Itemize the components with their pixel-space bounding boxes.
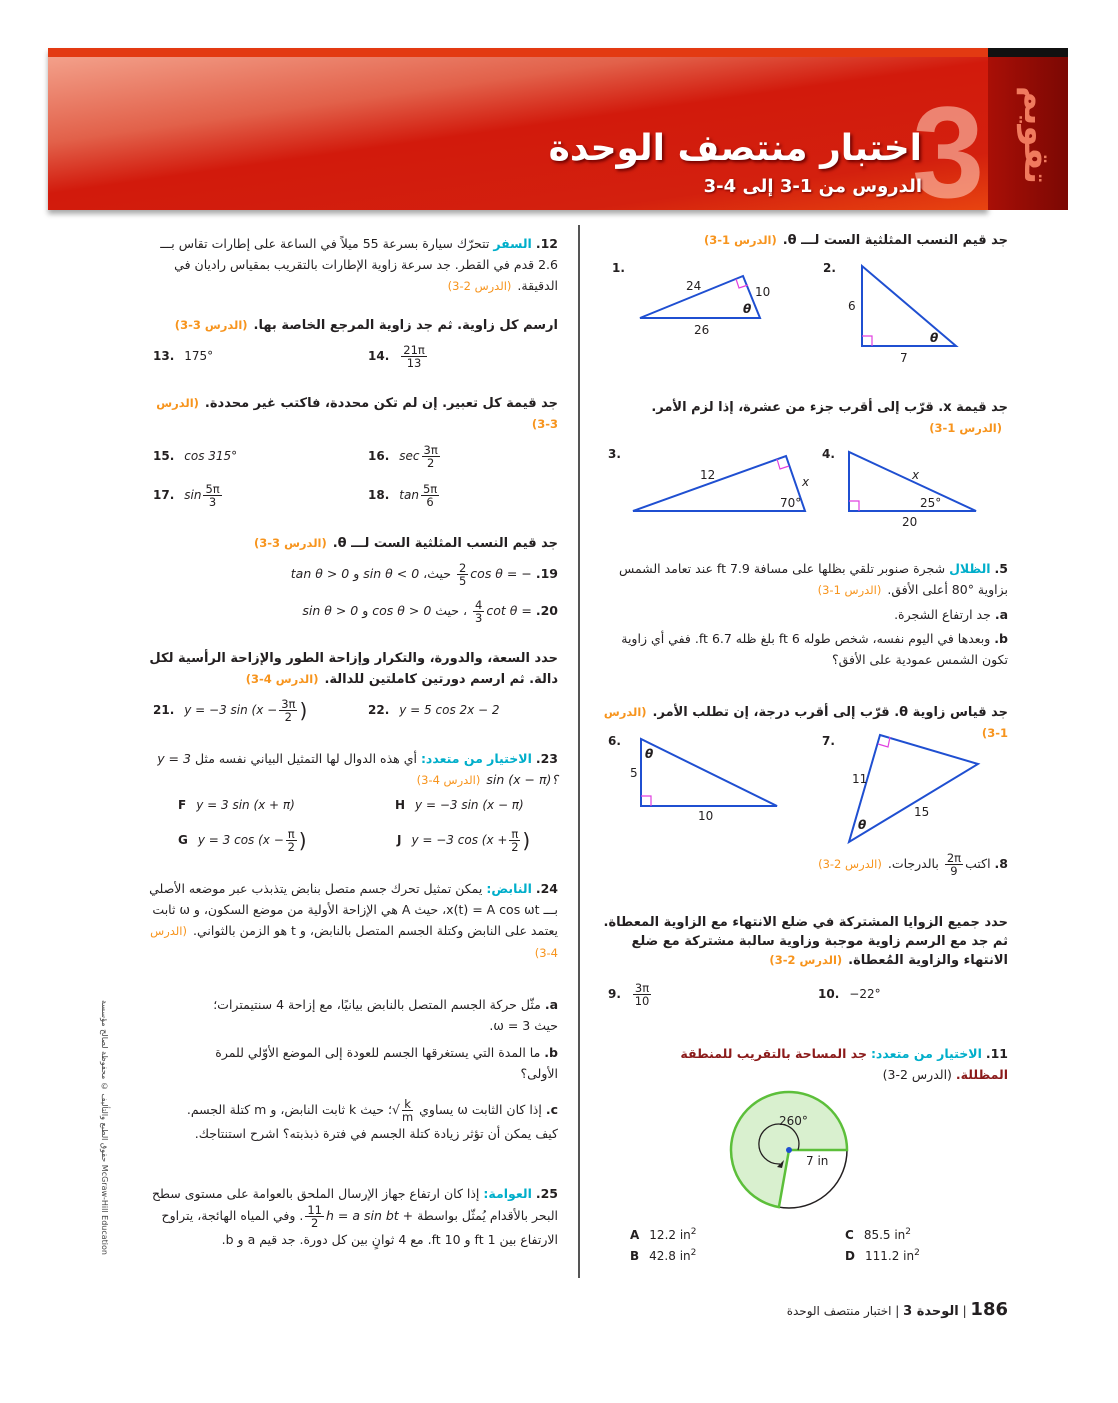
angle-label: θ — [645, 747, 654, 761]
side-label: 7 — [900, 351, 908, 365]
side-label: x — [912, 468, 920, 482]
question-24: 24. النابض: يمكن تمثيل تحرك جسم متصل بنابض يتذبذب عبر موضعه الأصلي بـــ x(t) = A cos ωt، حيث A هي الإزاحة الأولية من موضع السكون، و ω ثابت يعتمد على النابض وكتلة الجسم المتصل بالنابض، و t هو الزمن بالثواني.(الدرس 4-3) — [149, 881, 558, 960]
side-label: 20 — [902, 515, 918, 529]
angle-label: θ — [930, 331, 939, 345]
question-number: 1. — [612, 261, 625, 275]
question-20: 20. cot θ = $\frac{4}{3}$ ، حيث cos θ > 0 و sin θ > 0 — [302, 598, 558, 625]
section-heading: جد قيمة كل تعبير. إن لم تكن محددة، فاكتب غير محددة.(الدرس 3-3) — [156, 396, 558, 431]
radius-label: 7 in — [806, 1154, 829, 1168]
question-number: 4. — [822, 447, 835, 461]
triangle-6 — [608, 734, 777, 823]
question-12: 12. السفر تتحرّك سيارة بسرعة 55 ميلاً في الساعة على إطارات تقاس بـــ 2.6 قدم في القطر. جد سرعة زاوية الإطارات بالتقريب بمقياس راديان في الدقيقة.(الدرس 2-3) — [160, 236, 558, 293]
triangle-2 — [823, 261, 956, 365]
question-17: 17. sin $\frac{5\pi}{3}$ — [153, 482, 220, 509]
section-heading: جد قياس زاوية θ. قرّب إلى أقرب درجة، إن تطلب الأمر.(الدرس 1-3) — [603, 705, 1008, 740]
page-footer: 186 | الوحدة 3 | اختبار منتصف الوحدة — [786, 1299, 1008, 1320]
side-label: x — [802, 475, 810, 489]
side-label: 26 — [694, 323, 710, 337]
question-8: 8. اكتب $\frac{2\pi}{9}$ بالدرجات.(الدرس 2-3) — [818, 851, 1008, 878]
angle-label: θ — [858, 818, 867, 832]
side-label: 10 — [755, 285, 771, 299]
section-tab-label: تقويم — [1016, 86, 1056, 184]
choice-d[interactable]: D 111.2 $in^2$ — [845, 1248, 920, 1263]
question-22: 22. y = 5 cos 2x − 2 — [368, 703, 500, 717]
choice-h[interactable]: H y = −3 sin (x − π) — [395, 798, 524, 812]
page-subtitle: الدروس من 1-3 إلى 4-3 — [703, 176, 922, 197]
triangle-3 — [608, 447, 810, 511]
question-21: 21. y = −3 sin (x − $\frac{3\pi}{2}$ ) — [153, 697, 308, 724]
fraction: $\frac{2\pi}{9}$ — [946, 851, 962, 878]
side-label: 12 — [700, 468, 716, 482]
section-heading: حدد جميع الزوايا المشتركة في ضلع الانتهاء مع الزاوية المعطاة. ثم جد مع الرسم زاوية موجبة وزاوية سالبة مشتركة مع ضلع الانتهاء والزاوية المُعطاة.(الدرس 2-3) — [603, 915, 1008, 968]
side-label: 11 — [852, 772, 868, 786]
question-18: 18. tan $\frac{5\pi}{6}$ — [368, 482, 438, 509]
question-number: 3. — [608, 447, 621, 461]
sector-figure — [731, 1092, 847, 1208]
choice-g[interactable]: G y = 3 cos (x − $\frac{\pi}{2}$ ) — [178, 827, 307, 854]
side-label: 6 — [848, 299, 856, 313]
side-label: 15 — [914, 805, 930, 819]
angle-label: θ — [743, 302, 752, 316]
question-24a: a. مثّل حركة الجسم المتصل بالنابض بيانيًا، مع إزاحة 4 سنتيمترات؛ حيث ω = 3. — [213, 997, 558, 1033]
side-label: 10 — [698, 809, 714, 823]
triangle-4 — [822, 447, 976, 529]
question-10: 10. −22° — [818, 987, 881, 1001]
question-19: 19. cos θ = − $\frac{2}{5}$ حيث، sin θ < 0 و tan θ > 0 — [290, 561, 558, 588]
section-heading: ارسم كل زاوية. ثم جد زاوية المرجع الخاصة بها.(الدرس 3-3) — [174, 318, 558, 333]
unit-number: 3 — [912, 79, 985, 225]
question-24c: c. إذا كان الثابت ω يساوي √ $\frac{k}{m}$ ؛ حيث k ثابت النابض، و m كتلة الجسم. كيف يمكن أن تؤثر زيادة كتلة الجسم في فترة ذبذبته؟ اشرح استنتاجك. — [186, 1097, 558, 1141]
angle-label: 260° — [779, 1114, 808, 1128]
question-13: 13. 175° — [153, 349, 214, 363]
side-label: 24 — [686, 279, 702, 293]
question-16: 16. sec $\frac{3\pi}{2}$ — [368, 443, 438, 470]
copyright-notice: حقوق الطبع والتأليف © محفوظة لصالح مؤسسة McGraw-Hill Education — [100, 1000, 109, 1255]
choice-b[interactable]: B 42.8 $in^2$ — [630, 1248, 697, 1263]
question-24b: b. ما المدة التي يستغرقها الجسم للعودة إلى الموضع الأوّلي للمرة الأولى؟ — [215, 1045, 558, 1081]
triangle-1 — [612, 261, 770, 337]
triangle-7 — [822, 734, 978, 842]
section-heading: جد قيمة x. قرّب إلى أقرب جزء من عشرة، إذا لزم الأمر. (الدرس 1-3) — [651, 400, 1008, 435]
question-14: 14. $\frac{21\pi}{13}$ — [368, 343, 425, 370]
section-heading: حدد السعة، والدورة، والتكرار وإزاحة الطور والإزاحة الرأسية لكل دالة. ثم ارسم دورتين كاملتين للدالة.(الدرس 4-3) — [149, 651, 558, 687]
angle-label: 70° — [780, 496, 802, 510]
section-heading: جد قيم النسب المثلثية الست لـــ θ.(الدرس 3-3) — [253, 536, 558, 551]
question-number: 7. — [822, 734, 835, 748]
question-15: 15. cos 315° — [153, 449, 238, 463]
question-11: 11. الاختيار من متعدد: جد المساحة بالتقريب للمنطقة المظللة. (الدرس 2-3) — [680, 1046, 1008, 1082]
question-5: 5. الظلال شجرة صنوبر تلقي بظلها على مسافة 7.9 ft عند تعامد الشمس بزاوية °80 أعلى الأفق.(الدرس 1-3) a. جد ارتفاع الشجرة. b. وبعدها في اليوم نفسه، شخص طوله 6 ft بلغ ظله 6.7 ft. ففي أي زاوية تكون الشمس عمودية على الأفق؟ — [619, 561, 1008, 667]
section-heading: جد قيم النسب المثلثية الست لـــ θ.(الدرس 1-3) — [703, 233, 1008, 248]
angle-label: 25° — [920, 496, 942, 510]
choice-f[interactable]: F y = 3 sin (x + π) — [178, 798, 295, 812]
side-label: 5 — [630, 766, 638, 780]
page-title: اختبار منتصف الوحدة — [548, 128, 922, 169]
question-number: 2. — [823, 261, 836, 275]
question-23: 23. الاختيار من متعدد: أي هذه الدوال لها التمثيل البياني نفسه مثل y = 3 sin (x − π)؟(الدرس 4-3) — [157, 751, 558, 787]
choice-c[interactable]: C 85.5 $in^2$ — [845, 1227, 912, 1242]
question-9: 9. $\frac{3\pi}{10}$ — [608, 981, 650, 1008]
choice-a[interactable]: A 12.2 $in^2$ — [630, 1227, 697, 1242]
center-point — [786, 1147, 792, 1153]
question-number: 6. — [608, 734, 621, 748]
choice-j[interactable]: J y = −3 cos (x + $\frac{\pi}{2}$ ) — [397, 827, 531, 854]
question-25: 25. العوامة: إذا كان ارتفاع جهاز الإرسال الملحق بالعوامة على مستوى سطح البحر بالأقدام يُمثّل بواسطة h = a sin bt + $\frac{11}{2}$ . وفي المياه الهائجة، يتراوح الارتفاع بين 1 ft و 10 ft. مع 4 ثوانٍ بين كل دورة. جد قيم a و b. — [151, 1186, 558, 1247]
